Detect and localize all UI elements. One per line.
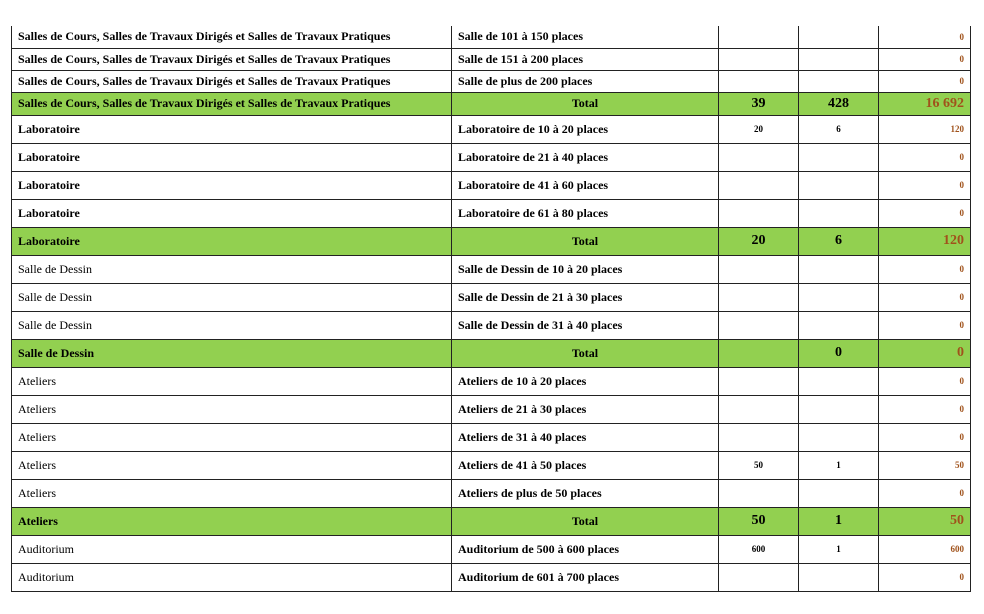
count-cell[interactable] bbox=[719, 563, 799, 591]
category-cell[interactable]: Laboratoire bbox=[12, 143, 452, 171]
result-cell[interactable]: 120 bbox=[879, 227, 971, 255]
count-cell[interactable]: 50 bbox=[719, 451, 799, 479]
category-cell[interactable]: Salles de Cours, Salles de Travaux Dirigés et Salles de Travaux Pratiques bbox=[12, 26, 452, 48]
count-cell[interactable] bbox=[719, 26, 799, 48]
table-total-row bbox=[12, 227, 971, 255]
category-cell[interactable]: Laboratoire bbox=[12, 199, 452, 227]
table-body bbox=[12, 26, 971, 591]
room-capacity-table bbox=[11, 26, 971, 592]
capacity-cell[interactable] bbox=[799, 283, 879, 311]
category-cell[interactable]: Auditorium bbox=[12, 535, 452, 563]
count-cell[interactable]: 50 bbox=[719, 507, 799, 535]
result-cell[interactable]: 0 bbox=[879, 479, 971, 507]
category-cell[interactable]: Salle de Dessin bbox=[12, 283, 452, 311]
subcategory-cell[interactable]: Ateliers de 31 à 40 places bbox=[452, 423, 719, 451]
count-cell[interactable]: 20 bbox=[719, 115, 799, 143]
result-cell[interactable]: 0 bbox=[879, 48, 971, 70]
table-row bbox=[12, 479, 971, 507]
result-cell[interactable]: 16 692 bbox=[879, 92, 971, 115]
count-cell[interactable] bbox=[719, 339, 799, 367]
capacity-cell[interactable] bbox=[799, 171, 879, 199]
category-cell[interactable]: Ateliers bbox=[12, 507, 452, 535]
capacity-cell[interactable]: 1 bbox=[799, 507, 879, 535]
result-cell[interactable]: 50 bbox=[879, 451, 971, 479]
category-cell[interactable]: Ateliers bbox=[12, 367, 452, 395]
category-cell[interactable]: Salles de Cours, Salles de Travaux Dirigés et Salles de Travaux Pratiques bbox=[12, 92, 452, 115]
table-total-row bbox=[12, 92, 971, 115]
capacity-cell[interactable] bbox=[799, 143, 879, 171]
category-cell[interactable]: Auditorium bbox=[12, 563, 452, 591]
table-row bbox=[12, 451, 971, 479]
capacity-cell[interactable] bbox=[799, 423, 879, 451]
capacity-cell[interactable] bbox=[799, 395, 879, 423]
capacity-cell[interactable] bbox=[799, 311, 879, 339]
result-cell[interactable]: 0 bbox=[879, 255, 971, 283]
count-cell[interactable]: 20 bbox=[719, 227, 799, 255]
category-cell[interactable]: Salles de Cours, Salles de Travaux Dirigés et Salles de Travaux Pratiques bbox=[12, 70, 452, 92]
result-cell[interactable]: 0 bbox=[879, 367, 971, 395]
category-cell[interactable]: Salle de Dessin bbox=[12, 311, 452, 339]
capacity-cell[interactable]: 428 bbox=[799, 92, 879, 115]
result-cell[interactable]: 0 bbox=[879, 143, 971, 171]
subcategory-cell[interactable]: Ateliers de 41 à 50 places bbox=[452, 451, 719, 479]
subcategory-cell[interactable]: Salle de Dessin de 10 à 20 places bbox=[452, 255, 719, 283]
count-cell[interactable]: 39 bbox=[719, 92, 799, 115]
count-cell[interactable] bbox=[719, 70, 799, 92]
result-cell[interactable]: 0 bbox=[879, 423, 971, 451]
capacity-cell[interactable] bbox=[799, 199, 879, 227]
table-row bbox=[12, 48, 971, 70]
table-row bbox=[12, 367, 971, 395]
capacity-cell[interactable]: 1 bbox=[799, 535, 879, 563]
category-cell[interactable]: Laboratoire bbox=[12, 227, 452, 255]
subcategory-cell[interactable]: Salle de Dessin de 21 à 30 places bbox=[452, 283, 719, 311]
result-cell[interactable]: 120 bbox=[879, 115, 971, 143]
result-cell[interactable]: 0 bbox=[879, 26, 971, 48]
subcategory-cell[interactable]: Salle de Dessin de 31 à 40 places bbox=[452, 311, 719, 339]
count-cell[interactable] bbox=[719, 171, 799, 199]
count-cell[interactable] bbox=[719, 423, 799, 451]
count-cell[interactable] bbox=[719, 479, 799, 507]
capacity-cell[interactable] bbox=[799, 48, 879, 70]
table-row bbox=[12, 171, 971, 199]
subcategory-cell[interactable]: Auditorium de 500 à 600 places bbox=[452, 535, 719, 563]
table-row bbox=[12, 70, 971, 92]
capacity-cell[interactable]: 0 bbox=[799, 339, 879, 367]
capacity-cell[interactable]: 6 bbox=[799, 227, 879, 255]
subcategory-cell[interactable]: Salle de plus de 200 places bbox=[452, 70, 719, 92]
category-cell[interactable]: Salle de Dessin bbox=[12, 255, 452, 283]
table-row bbox=[12, 311, 971, 339]
count-cell[interactable] bbox=[719, 199, 799, 227]
result-cell[interactable]: 0 bbox=[879, 339, 971, 367]
category-cell[interactable]: Salles de Cours, Salles de Travaux Dirigés et Salles de Travaux Pratiques bbox=[12, 48, 452, 70]
result-cell[interactable]: 0 bbox=[879, 283, 971, 311]
result-cell[interactable]: 0 bbox=[879, 171, 971, 199]
total-label-cell[interactable]: Total bbox=[452, 507, 719, 535]
table-row bbox=[12, 563, 971, 591]
total-label-cell[interactable]: Total bbox=[452, 92, 719, 115]
total-label-cell[interactable]: Total bbox=[452, 339, 719, 367]
subcategory-cell[interactable]: Ateliers de plus de 50 places bbox=[452, 479, 719, 507]
table-row bbox=[12, 423, 971, 451]
result-cell[interactable]: 0 bbox=[879, 563, 971, 591]
subcategory-cell[interactable]: Laboratoire de 41 à 60 places bbox=[452, 171, 719, 199]
count-cell[interactable] bbox=[719, 367, 799, 395]
result-cell[interactable]: 0 bbox=[879, 70, 971, 92]
capacity-cell[interactable] bbox=[799, 26, 879, 48]
table-row bbox=[12, 535, 971, 563]
category-cell[interactable]: Ateliers bbox=[12, 423, 452, 451]
table-row bbox=[12, 395, 971, 423]
count-cell[interactable] bbox=[719, 255, 799, 283]
count-cell[interactable] bbox=[719, 311, 799, 339]
table-row bbox=[12, 26, 971, 48]
result-cell[interactable]: 0 bbox=[879, 395, 971, 423]
subcategory-cell[interactable]: Ateliers de 21 à 30 places bbox=[452, 395, 719, 423]
count-cell[interactable]: 600 bbox=[719, 535, 799, 563]
category-cell[interactable]: Laboratoire bbox=[12, 115, 452, 143]
table-row bbox=[12, 115, 971, 143]
capacity-cell[interactable] bbox=[799, 479, 879, 507]
table-row bbox=[12, 283, 971, 311]
subcategory-cell[interactable]: Auditorium de 601 à 700 places bbox=[452, 563, 719, 591]
subcategory-cell[interactable]: Laboratoire de 61 à 80 places bbox=[452, 199, 719, 227]
count-cell[interactable] bbox=[719, 143, 799, 171]
subcategory-cell[interactable]: Ateliers de 10 à 20 places bbox=[452, 367, 719, 395]
result-cell[interactable]: 50 bbox=[879, 507, 971, 535]
table-row bbox=[12, 255, 971, 283]
capacity-cell[interactable]: 6 bbox=[799, 115, 879, 143]
result-cell[interactable]: 600 bbox=[879, 535, 971, 563]
category-cell[interactable]: Ateliers bbox=[12, 451, 452, 479]
result-cell[interactable]: 0 bbox=[879, 311, 971, 339]
table-row bbox=[12, 143, 971, 171]
capacity-cell[interactable] bbox=[799, 563, 879, 591]
table-total-row bbox=[12, 507, 971, 535]
capacity-cell[interactable] bbox=[799, 367, 879, 395]
count-cell[interactable] bbox=[719, 395, 799, 423]
capacity-cell[interactable]: 1 bbox=[799, 451, 879, 479]
subcategory-cell[interactable]: Laboratoire de 10 à 20 places bbox=[452, 115, 719, 143]
count-cell[interactable] bbox=[719, 283, 799, 311]
subcategory-cell[interactable]: Salle de 101 à 150 places bbox=[452, 26, 719, 48]
table-total-row bbox=[12, 339, 971, 367]
subcategory-cell[interactable]: Salle de 151 à 200 places bbox=[452, 48, 719, 70]
subcategory-cell[interactable]: Laboratoire de 21 à 40 places bbox=[452, 143, 719, 171]
category-cell[interactable]: Ateliers bbox=[12, 479, 452, 507]
category-cell[interactable]: Salle de Dessin bbox=[12, 339, 452, 367]
capacity-cell[interactable] bbox=[799, 255, 879, 283]
table-row bbox=[12, 199, 971, 227]
count-cell[interactable] bbox=[719, 48, 799, 70]
category-cell[interactable]: Laboratoire bbox=[12, 171, 452, 199]
result-cell[interactable]: 0 bbox=[879, 199, 971, 227]
total-label-cell[interactable]: Total bbox=[452, 227, 719, 255]
capacity-cell[interactable] bbox=[799, 70, 879, 92]
category-cell[interactable]: Ateliers bbox=[12, 395, 452, 423]
